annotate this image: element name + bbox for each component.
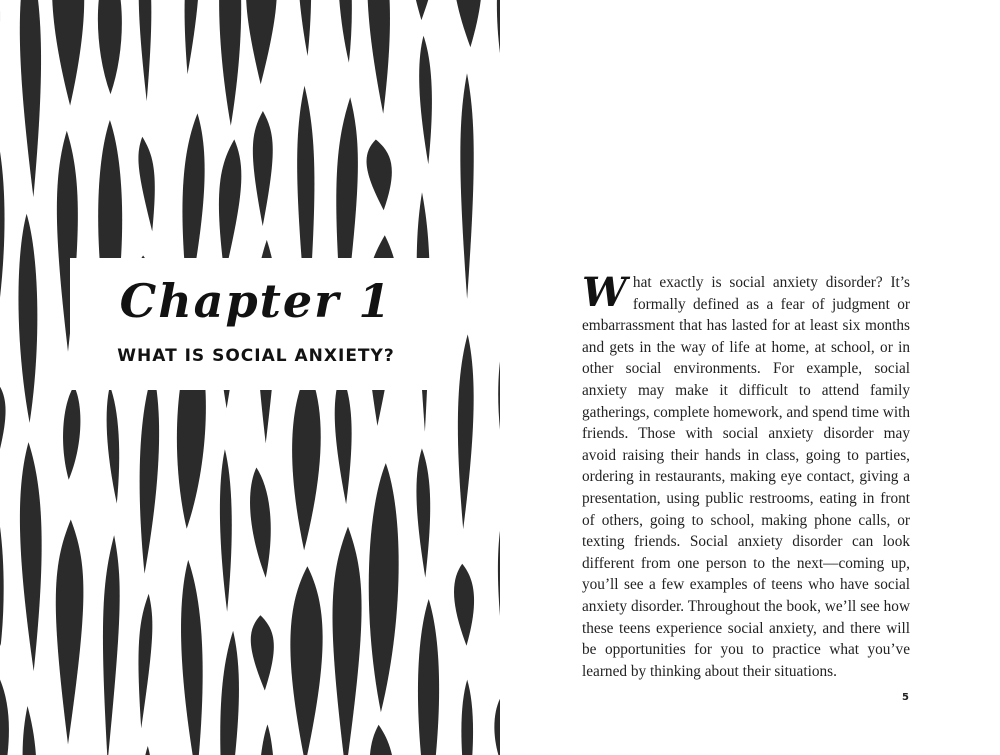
zebra-stripe-20 <box>138 137 154 232</box>
zebra-stripe-34 <box>246 0 277 84</box>
zebra-stripe-40 <box>298 0 312 56</box>
zebra-stripe-45 <box>338 0 352 63</box>
zebra-stripe-47 <box>335 372 352 504</box>
zebra-stripe-50 <box>367 0 390 114</box>
body-text: hat exactly is social anxiety disorder? It’s formally defined as a fear of judgment or embarrassment that has lasted for at least six months and gets in the way of life at home, at school, or in other social environments. For example, social anxiety may make it difficult to attend family gatherings, complete homework, and spend time with friends. Those with social anxiety disorder may avoid raising their hands in class, going to parties, ordering in restaurants, making eye contact, giving a presentation, using public restrooms, eating in front of others, going to school, making phone calls, or texting friends. Social anxiety disorder can look different from one person to the next—coming up, you’ll see a few examples of teens who have social anxiety disorder. Throughout the book, we’ll see how these teens experience social anxiety, and there will be opportunities for you to practice what you’ve learned by thinking about their situations. <box>582 274 910 680</box>
zebra-stripe-64 <box>461 680 473 755</box>
zebra-stripe-28 <box>181 560 203 755</box>
zebra-stripe-25 <box>185 0 200 74</box>
zebra-stripe-54 <box>370 725 395 755</box>
body-paragraph <box>582 269 910 682</box>
zebra-stripe-58 <box>416 448 430 577</box>
zebra-stripe-43 <box>290 566 322 755</box>
zebra-stripe-38 <box>251 615 274 690</box>
zebra-stripe-33 <box>220 631 239 755</box>
zebra-stripe-12 <box>56 520 84 745</box>
zebra-stripe-16 <box>107 386 120 504</box>
chapter-title-panel <box>70 258 442 390</box>
zebra-stripe-22 <box>140 371 160 574</box>
zebra-stripe-51 <box>367 140 392 211</box>
zebra-stripe-60 <box>453 0 482 47</box>
zebra-stripe-63 <box>454 564 474 646</box>
zebra-stripe-56 <box>419 36 432 165</box>
zebra-stripe-8 <box>23 706 38 755</box>
zebra-stripe-4 <box>0 662 9 755</box>
drop-cap: W <box>582 269 627 316</box>
zebra-stripe-48 <box>333 527 362 755</box>
zebra-stripe-11 <box>63 386 80 480</box>
zebra-stripe-30 <box>219 139 241 275</box>
page-number: 5 <box>902 692 909 703</box>
zebra-stripe-24 <box>141 746 153 755</box>
text-page <box>500 0 1000 755</box>
zebra-stripe-7 <box>20 442 42 671</box>
chapter-subtitle: WHAT IS SOCIAL ANXIETY? <box>117 346 395 366</box>
zebra-stripe-42 <box>292 369 321 551</box>
chapter-title: Chapter 1 <box>119 274 393 328</box>
zebra-stripe-37 <box>250 468 271 578</box>
zebra-stripe-32 <box>220 449 232 612</box>
zebra-stripe-3 <box>0 488 4 646</box>
zebra-stripe-17 <box>103 535 120 755</box>
zebra-stripe-53 <box>369 463 399 712</box>
zebra-stripe-6 <box>18 214 37 423</box>
zebra-stripe-1 <box>0 116 5 344</box>
zebra-stripe-39 <box>258 724 274 755</box>
zebra-stripe-61 <box>460 73 473 299</box>
zebra-stripe-9 <box>52 0 84 106</box>
zebra-stripe-59 <box>418 599 439 755</box>
zebra-stripe-35 <box>253 111 273 226</box>
zebra-stripe-19 <box>139 0 152 101</box>
zebra-stripe-62 <box>458 334 474 529</box>
zebra-stripe-14 <box>98 0 122 94</box>
zebra-stripe-23 <box>138 594 152 729</box>
zebra-stripe-5 <box>20 0 41 197</box>
zebra-stripe-2 <box>0 376 6 460</box>
zebra-stripe-29 <box>219 0 241 126</box>
zebra-stripe-55 <box>411 0 437 20</box>
